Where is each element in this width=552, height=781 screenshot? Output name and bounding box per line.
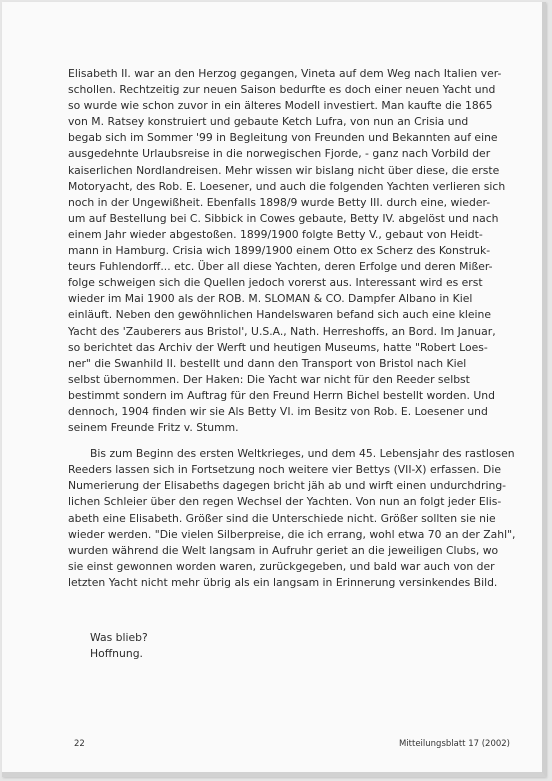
text-line: Reeders lassen sich in Fortsetzung noch weitere vier Bettys (VII-X) erfassen. Die xyxy=(68,463,502,477)
text-line: noch in der Ungewißheit. Ebenfalls 1898/9 wurde Betty III. durch eine, wieder- xyxy=(68,195,491,209)
text-line: selbst übernommen. Der Haken: Die Yacht war nicht für den Reeder selbst xyxy=(68,372,470,386)
journal-citation: Mitteilungsblatt 17 (2002) xyxy=(398,739,510,749)
text-line: ner" die Swanhild II. bestellt und dann den Transport von Bristol nach Kiel xyxy=(68,356,467,370)
paragraph-spacer xyxy=(68,436,488,446)
text-line: begab sich im Sommer '99 in Begleitung von Freunden und Bekannten auf eine xyxy=(68,131,498,145)
text-line: ausgedehnte Urlaubsreise in die norwegischen Fjorde, - ganz nach Vorbild der xyxy=(68,147,491,161)
text-line: wurden während die Welt langsam in Aufruhr geriet an die jeweiligen Clubs, wo xyxy=(68,543,499,557)
text-line: teurs Fuhlendorff... etc. Über all diese Yachten, deren Erfolge und deren Mißer- xyxy=(68,260,493,274)
text-line: kaiserlichen Nordlandreisen. Mehr wissen wir bislang nicht über diese, die erste xyxy=(68,163,500,177)
closing-answer: Hoffnung. xyxy=(90,647,143,661)
text-line: mann in Hamburg. Crisia wich 1899/1900 einem Otto ex Scherz des Konstruk- xyxy=(68,244,491,258)
text-line: abeth eine Elisabeth. Größer sind die Unterschiede nicht. Größer sollten sie nie xyxy=(68,511,496,525)
paragraph-1 xyxy=(68,66,506,436)
text-line: Numerierung der Elisabeths dagegen bricht jäh ab und wirft einen undurchdring- xyxy=(68,479,507,493)
text-line: sie einst gewonnen worden waren, zurückgegeben, und bald war auch von der xyxy=(68,559,495,573)
document-page xyxy=(2,2,546,777)
closing-lines xyxy=(90,630,148,662)
text-line: so berichtet das Archiv der Werft und heutigen Museums, hatte "Robert Loes- xyxy=(68,340,488,354)
text-line: folge schweigen sich die Quellen jedoch vorerst aus. Interessant wird es erst xyxy=(68,276,483,290)
text-line: einläuft. Neben den gewöhnlichen Handelswaren befand sich auch eine kleine xyxy=(68,308,491,322)
paragraph-2 xyxy=(68,446,516,591)
text-line: letzten Yacht nicht mehr übrig als ein langsam in Erinnerung versinkendes Bild. xyxy=(68,575,498,589)
text-line: seinem Freunde Fritz v. Stumm. xyxy=(68,421,239,435)
text-line: wieder werden. "Die vielen Silberpreise, die ich errang, wohl etwa 70 an der Zahl", xyxy=(68,527,516,541)
text-line: dennoch, 1904 finden wir sie Als Betty VI. im Besitz von Rob. E. Loesener und xyxy=(68,404,488,418)
page-number: 22 xyxy=(74,739,85,749)
text-line: Bis zum Beginn des ersten Weltkrieges, und dem 45. Lebensjahr des rastlosen xyxy=(90,447,515,461)
closing-question: Was blieb? xyxy=(90,631,148,644)
text-line: lichen Schleier über den regen Wechsel der Yachten. Von nun an folgt jeder Elis- xyxy=(68,495,502,509)
text-line: Motoryacht, des Rob. E. Loesener, und auch die folgenden Yachten verlieren sich xyxy=(68,179,506,193)
text-line: wieder im Mai 1900 als der ROB. M. SLOMAN & CO. Dampfer Albano in Kiel xyxy=(68,292,473,306)
text-line: einem Jahr wieder abgestoßen. 1899/1900 folgte Betty V., gebaut von Heidt- xyxy=(68,227,483,241)
text-line: Elisabeth II. war an den Herzog gegangen, Vineta auf dem Weg nach Italien ver- xyxy=(68,67,502,80)
text-line: von M. Ratsey konstruiert und gebaute Ketch Lufra, von nun an Crisia und xyxy=(68,115,469,129)
article-body xyxy=(68,66,516,591)
text-line: schollen. Rechtzeitig zur neuen Saison bedurfte es doch einer neuen Yacht und xyxy=(68,83,496,97)
text-line: so wurde wie schon zuvor in ein älteres Modell investiert. Man kaufte die 1865 xyxy=(68,99,493,113)
text-line: bestimmt sondern im Auftrag für den Freund Herrn Bichel bestellt worden. Und xyxy=(68,388,495,402)
text-line: um auf Bestellung bei C. Sibbick in Cowes gebaute, Betty IV. abgelöst und nach xyxy=(68,211,499,225)
text-line: Yacht des 'Zauberers aus Bristol', U.S.A., Nath. Herreshoffs, an Bord. Im Januar, xyxy=(68,324,496,338)
